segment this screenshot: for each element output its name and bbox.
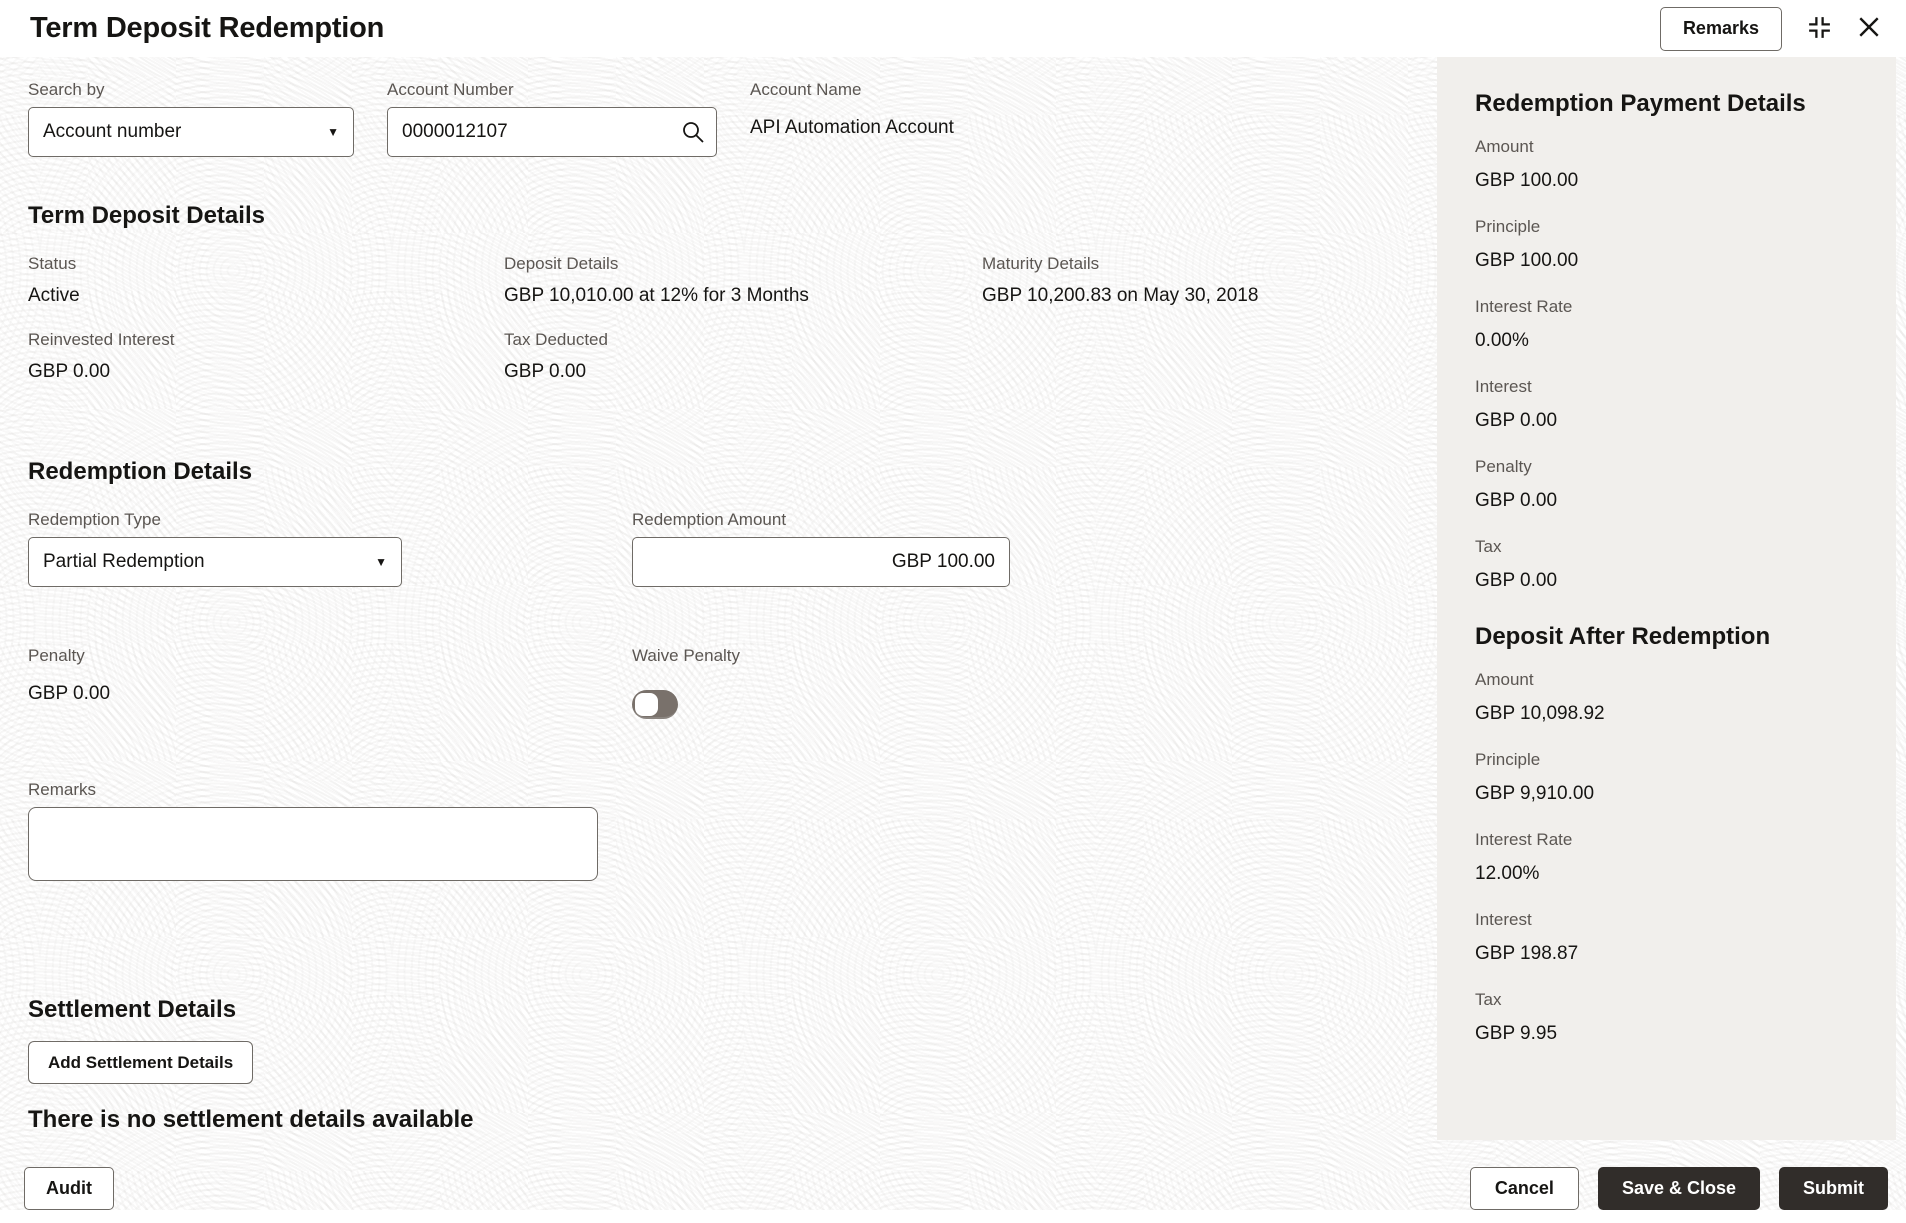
summary-value: GBP 0.00 <box>1475 570 1558 591</box>
caret-down-icon: ▼ <box>327 125 339 139</box>
summary-value: GBP 198.87 <box>1475 943 1579 964</box>
summary-field <box>1475 668 1866 727</box>
deposit-details-label: Deposit Details <box>504 254 619 273</box>
summary-value: GBP 0.00 <box>1475 490 1558 511</box>
search-by-field <box>28 79 354 157</box>
header-actions <box>1660 7 1881 51</box>
settlement-empty-message: There is no settlement details available <box>28 1106 474 1133</box>
penalty-field <box>28 645 632 719</box>
reinvested-interest-field <box>28 329 504 385</box>
reinvested-interest-label: Reinvested Interest <box>28 330 175 349</box>
status-label: Status <box>28 254 77 273</box>
redemption-payment-details-heading: Redemption Payment Details <box>1475 90 1806 117</box>
summary-label: Interest <box>1475 910 1532 929</box>
redemption-type-row <box>28 509 1437 587</box>
summary-value: GBP 100.00 <box>1475 170 1579 191</box>
remarks-label: Remarks <box>28 780 97 799</box>
footer-right-actions <box>1470 1167 1888 1210</box>
collapse-button[interactable] <box>1806 14 1833 44</box>
summary-value: 0.00% <box>1475 330 1529 351</box>
penalty-value: GBP 0.00 <box>28 683 111 704</box>
search-icon[interactable] <box>681 120 705 149</box>
summary-label: Tax <box>1475 990 1502 1009</box>
summary-label: Penalty <box>1475 457 1532 476</box>
summary-label: Interest Rate <box>1475 830 1573 849</box>
summary-value: GBP 9,910.00 <box>1475 783 1595 804</box>
summary-field <box>1475 908 1866 967</box>
collapse-icon <box>1806 14 1833 44</box>
summary-field <box>1475 988 1866 1047</box>
account-search-row <box>28 79 1437 157</box>
tax-deducted-value: GBP 0.00 <box>504 361 587 382</box>
waive-penalty-label: Waive Penalty <box>632 646 741 665</box>
redemption-amount-field <box>632 509 1010 587</box>
search-by-label: Search by <box>28 80 105 99</box>
summary-field <box>1475 748 1866 807</box>
caret-down-icon: ▼ <box>375 555 387 569</box>
redemption-details-heading: Redemption Details <box>28 458 253 485</box>
close-icon <box>1857 15 1881 42</box>
deposit-after-redemption-heading: Deposit After Redemption <box>1475 623 1771 650</box>
account-name-value: API Automation Account <box>750 117 954 138</box>
settlement-details-heading: Settlement Details <box>28 996 237 1023</box>
redemption-type-label: Redemption Type <box>28 510 161 529</box>
summary-field <box>1475 295 1866 354</box>
remarks-textarea[interactable] <box>28 807 598 881</box>
account-number-field <box>387 79 717 157</box>
summary-field <box>1475 535 1866 594</box>
summary-field <box>1475 135 1866 194</box>
bottom-strip <box>0 1210 1906 1223</box>
status-value: Active <box>28 285 80 306</box>
redemption-type-selected-value: Partial Redemption <box>43 551 205 572</box>
summary-label: Tax <box>1475 537 1502 556</box>
summary-field <box>1475 375 1866 434</box>
summary-label: Amount <box>1475 137 1534 156</box>
summary-label: Principle <box>1475 750 1541 769</box>
summary-value: GBP 9.95 <box>1475 1023 1558 1044</box>
summary-field <box>1475 455 1866 514</box>
maturity-details-label: Maturity Details <box>982 254 1100 273</box>
main-content <box>0 57 1437 1134</box>
maturity-details-field <box>982 253 1437 309</box>
summary-value: GBP 0.00 <box>1475 410 1558 431</box>
page-title: Term Deposit Redemption <box>30 12 385 44</box>
summary-label: Interest Rate <box>1475 297 1573 316</box>
account-number-input[interactable] <box>387 107 717 157</box>
term-deposit-details-grid <box>28 253 1437 385</box>
penalty-label: Penalty <box>28 646 85 665</box>
remarks-row <box>28 779 1437 881</box>
account-number-label: Account Number <box>387 80 514 99</box>
summary-label: Amount <box>1475 670 1534 689</box>
waive-penalty-field <box>632 645 740 719</box>
window-header <box>0 0 1906 57</box>
summary-field <box>1475 828 1866 887</box>
account-name-field <box>750 79 954 141</box>
account-name-label: Account Name <box>750 80 862 99</box>
term-deposit-details-heading: Term Deposit Details <box>28 202 265 229</box>
save-and-close-button[interactable]: Save & Close <box>1598 1167 1760 1210</box>
footer-action-bar <box>0 1166 1906 1210</box>
summary-value: GBP 100.00 <box>1475 250 1579 271</box>
close-button[interactable] <box>1857 15 1881 42</box>
waive-penalty-toggle[interactable] <box>632 690 678 719</box>
search-by-selected-value: Account number <box>43 121 182 142</box>
redemption-type-field <box>28 509 632 587</box>
deposit-details-field <box>504 253 982 309</box>
summary-field <box>1475 215 1866 274</box>
maturity-details-value: GBP 10,200.83 on May 30, 2018 <box>982 285 1259 306</box>
redemption-amount-input[interactable]: GBP 100.00 <box>632 537 1010 587</box>
reinvested-interest-value: GBP 0.00 <box>28 361 111 382</box>
summary-label: Interest <box>1475 377 1532 396</box>
redemption-amount-label: Redemption Amount <box>632 510 787 529</box>
deposit-details-value: GBP 10,010.00 at 12% for 3 Months <box>504 285 809 306</box>
status-field <box>28 253 504 309</box>
audit-button[interactable]: Audit <box>24 1167 114 1210</box>
toggle-knob <box>635 693 658 716</box>
search-by-select[interactable] <box>28 107 354 157</box>
redemption-summary-panel <box>1437 57 1896 1140</box>
redemption-type-select[interactable] <box>28 537 402 587</box>
submit-button[interactable]: Submit <box>1779 1167 1888 1210</box>
tax-deducted-field <box>504 329 982 385</box>
add-settlement-details-button[interactable]: Add Settlement Details <box>28 1041 253 1084</box>
penalty-row <box>28 645 1437 719</box>
cancel-button[interactable]: Cancel <box>1470 1167 1579 1210</box>
summary-value: 12.00% <box>1475 863 1540 884</box>
summary-value: GBP 10,098.92 <box>1475 703 1605 724</box>
tax-deducted-label: Tax Deducted <box>504 330 608 349</box>
summary-label: Principle <box>1475 217 1541 236</box>
remarks-button[interactable]: Remarks <box>1660 7 1782 51</box>
